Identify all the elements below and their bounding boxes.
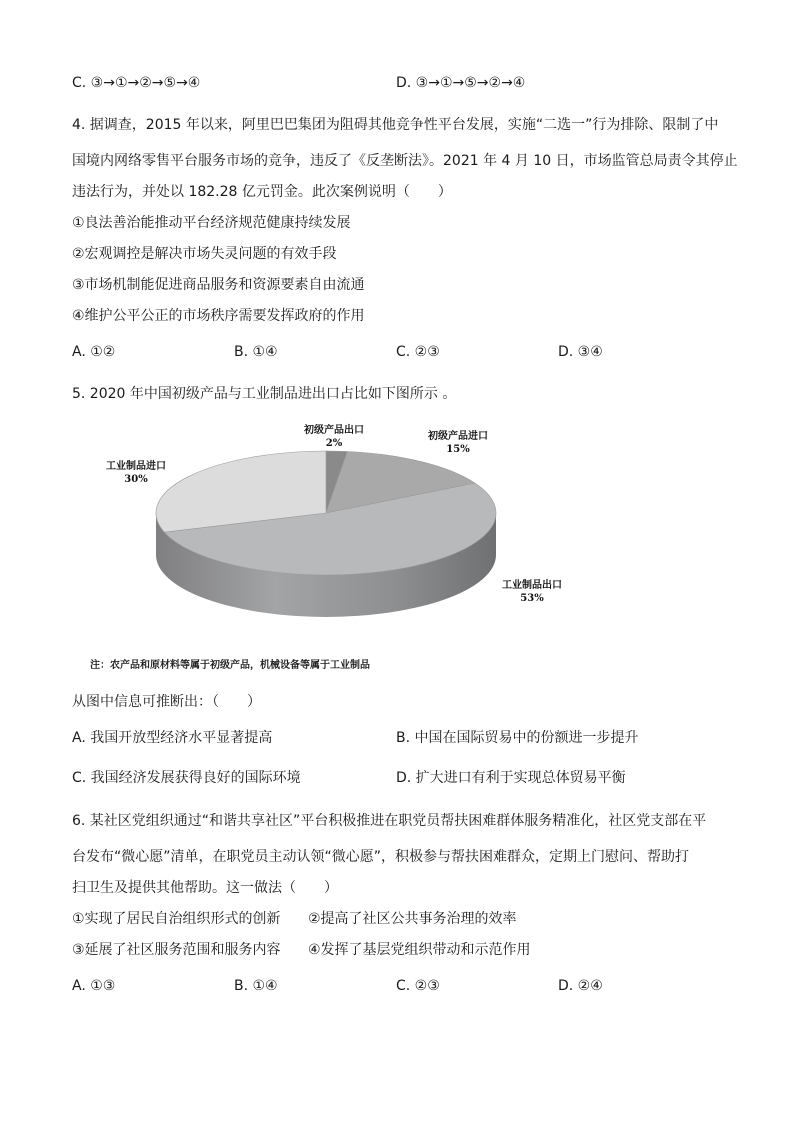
q4-option-d: D. ③④ (558, 344, 603, 360)
chart-note: 注：农产品和原材料等属于初级产品，机械设备等属于工业制品 (90, 660, 370, 671)
q6-item-2: ②提高了社区公共事务治理的效率 (308, 911, 517, 927)
q4-stem-line-1: 4. 据调查，2015 年以来，阿里巴巴集团为阻碍其他竞争性平台发展，实施“二选一”行为排除、限制了中 (72, 117, 719, 133)
q4-item-3: ③市场机制能促进商品服务和资源要素自由流通 (72, 277, 365, 293)
q6-stem-line-1: 6. 某社区党组织通过“和谐共享社区”平台积极推进在职党员帮扶困难群体服务精准化，社区党支部在平 (72, 813, 707, 829)
slice-label: 工业制品进口 (106, 461, 166, 472)
q4-item-1: ①良法善治能推动平台经济规范健康持续发展 (72, 215, 351, 231)
q5-option-c: C. 我国经济发展获得良好的国际环境 (72, 770, 301, 786)
q4-option-b: B. ①④ (234, 344, 278, 360)
slice-value-label: 53% (520, 593, 544, 604)
q4-option-a: A. ①② (72, 344, 116, 360)
q3-option-c: C. ③→①→②→⑤→④ (72, 75, 201, 91)
q6-item-3: ③延展了社区服务范围和服务内容 (72, 942, 281, 958)
q6-option-c: C. ②③ (396, 978, 440, 994)
slice-value-label: 15% (446, 444, 470, 455)
slice-value-label: 2% (325, 438, 343, 449)
slice-label: 初级产品出口 (304, 425, 364, 436)
q6-stem-line-3: 扫卫生及提供其他帮助。这一做法（ ） (72, 880, 338, 896)
q4-item-4: ④维护公平公正的市场秩序需要发挥政府的作用 (72, 308, 365, 324)
q5-stem: 5. 2020 年中国初级产品与工业制品进出口占比如下图所示 。 (72, 386, 457, 402)
pie-slices (156, 451, 496, 575)
slice-label: 工业制品出口 (502, 580, 562, 591)
q4-option-c: C. ②③ (396, 344, 440, 360)
q6-option-d: D. ②④ (558, 978, 603, 994)
q6-stem-line-2: 台发布“微心愿”清单，在职党员主动认领“微心愿”，积极参与帮扶困难群众，定期上门慰问、帮助打 (72, 849, 690, 865)
q5-option-a: A. 我国开放型经济水平显著提高 (72, 730, 273, 746)
q5-question: 从图中信息可推断出：（ ） (72, 694, 261, 710)
q5-option-d: D. 扩大进口有利于实现总体贸易平衡 (396, 770, 626, 786)
q3-option-d: D. ③→①→⑤→②→④ (396, 75, 526, 91)
q6-item-4: ④发挥了基层党组织带动和示范作用 (308, 942, 531, 958)
q4-stem-line-3: 违法行为，并处以 182.28 亿元罚金。此次案例说明（ ） (72, 184, 452, 200)
pie-chart (0, 415, 794, 655)
q6-item-1: ①实现了居民自治组织形式的创新 (72, 911, 281, 927)
q5-option-b: B. 中国在国际贸易中的份额进一步提升 (396, 730, 639, 746)
slice-label: 初级产品进口 (428, 431, 488, 442)
q4-item-2: ②宏观调控是解决市场失灵问题的有效手段 (72, 246, 337, 262)
q6-option-b: B. ①④ (234, 978, 278, 994)
q4-stem-line-2: 国境内网络零售平台服务市场的竞争，违反了《反垄断法》。2021 年 4 月 10 日，市场监管总局责令其停止 (72, 153, 738, 169)
q6-option-a: A. ①③ (72, 978, 116, 994)
slice-value-label: 30% (124, 474, 148, 485)
